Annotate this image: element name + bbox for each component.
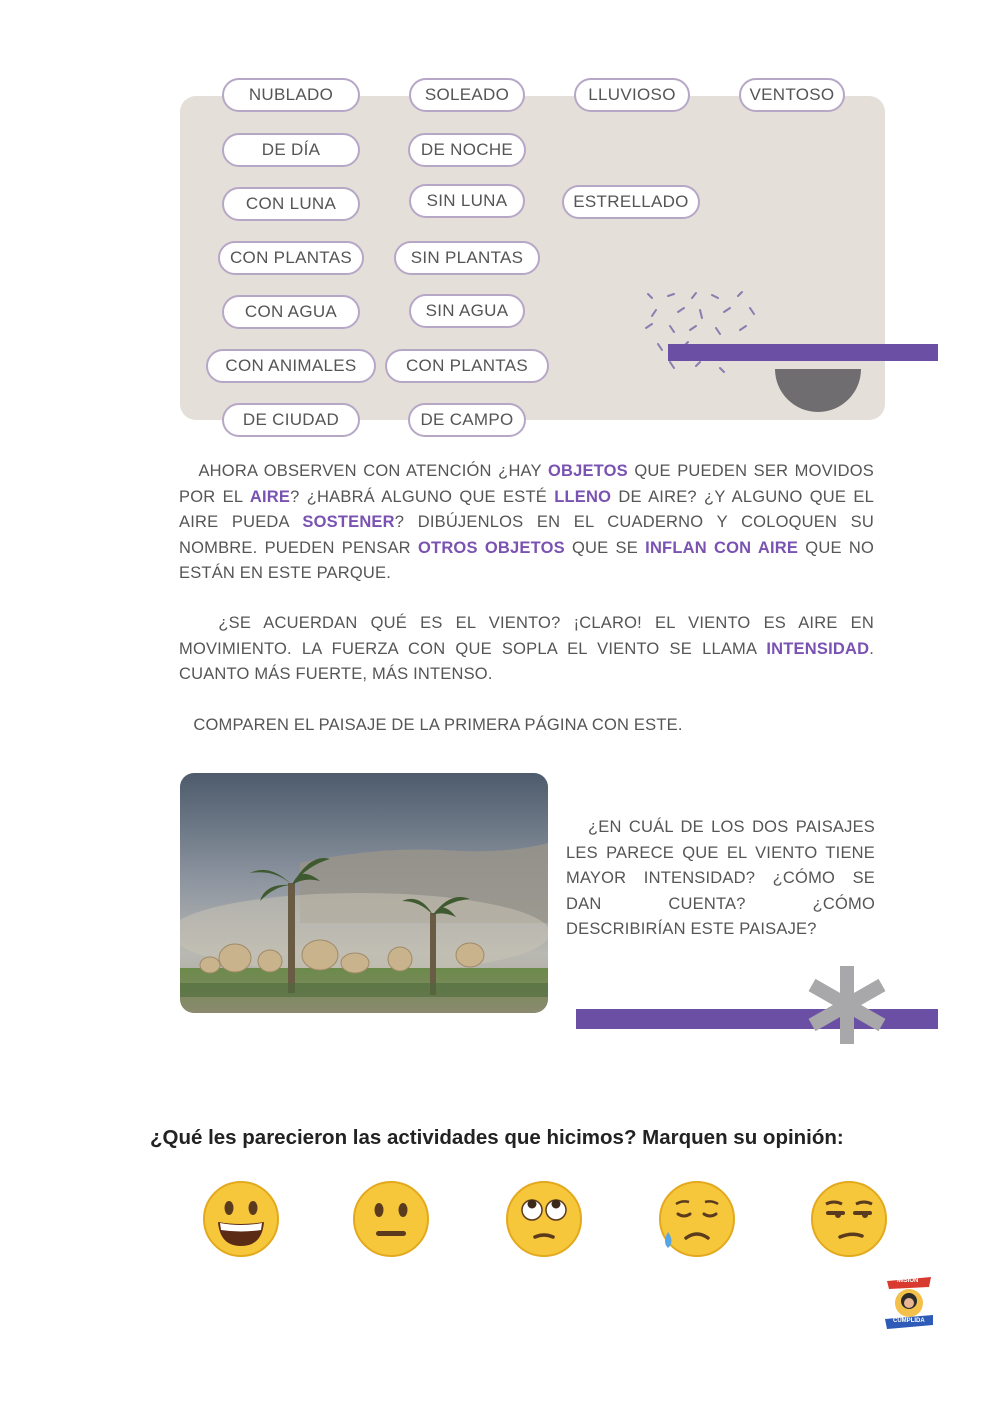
pill-estrellado[interactable]: ESTRELLADO	[562, 185, 700, 219]
unamused-face-icon[interactable]	[810, 1180, 888, 1258]
pill-con-animales[interactable]: CON ANIMALES	[206, 349, 376, 383]
neutral-face-icon[interactable]	[352, 1180, 430, 1258]
paragraph-wind: ¿SE ACUERDAN QUÉ ES EL VIENTO? ¡CLARO! EL VIENTO ES AIRE EN MOVIMIENTO. LA FUERZA CON QUE SOPLA EL VIENTO SE LLAMA INTENSIDAD. CUANTO MÁS FUERTE, MÁS INTENSO.	[179, 614, 874, 683]
decorative-dashes	[640, 290, 765, 375]
grinning-face-icon[interactable]	[202, 1180, 280, 1258]
pill-sin-luna[interactable]: SIN LUNA	[409, 184, 525, 218]
pill-con-agua[interactable]: CON AGUA	[222, 295, 360, 329]
pill-sin-agua[interactable]: SIN AGUA	[409, 294, 525, 328]
pill-lluvioso[interactable]: LLUVIOSO	[574, 78, 690, 112]
paragraph-side-question: ¿EN CUÁL DE LOS DOS PAISAJES LES PARECE QUE EL VIENTO TIENE MAYOR INTENSIDAD? ¿CÓMO SE DAN CUENTA? ¿CÓMO DESCRIBIRÍAN ESTE PAISAJE?	[566, 818, 875, 938]
badge-top-text: MISIÓN	[897, 1278, 919, 1284]
asterisk-icon	[806, 964, 888, 1046]
badge-bottom-text: CUMPLIDA	[893, 1318, 925, 1324]
pill-con-luna[interactable]: CON LUNA	[222, 187, 360, 221]
face-with-rolling-eyes-icon[interactable]	[505, 1180, 583, 1258]
pill-de-noche[interactable]: DE NOCHE	[408, 133, 526, 167]
pill-de-campo[interactable]: DE CAMPO	[408, 403, 526, 437]
pill-de-dia[interactable]: DE DÍA	[222, 133, 360, 167]
pill-sin-plantas[interactable]: SIN PLANTAS	[394, 241, 540, 275]
paragraph-objects: AHORA OBSERVEN CON ATENCIÓN ¿HAY OBJETOS QUE PUEDEN SER MOVIDOS POR EL AIRE? ¿HABRÁ ALGUNO QUE ESTÉ LLENO DE AIRE? ¿Y ALGUNO QUE EL AIRE PUEDA SOSTENER? DIBÚJENLOS EN EL CUADERNO Y COLOQUEN SU NOMBRE. PUEDEN PENSAR OTROS OBJETOS QUE SE INFLAN CON AIRE QUE NO ESTÁN EN ESTE PARQUE.	[179, 462, 875, 582]
pill-nublado[interactable]: NUBLADO	[222, 78, 360, 112]
pill-de-ciudad[interactable]: DE CIUDAD	[222, 403, 360, 437]
sad-but-relieved-face-icon[interactable]	[658, 1180, 736, 1258]
pill-con-plantas[interactable]: CON PLANTAS	[218, 241, 364, 275]
pill-ventoso[interactable]: VENTOSO	[739, 78, 845, 112]
opinion-question: ¿Qué les parecieron las actividades que hicimos? Marquen su opinión:	[150, 1126, 844, 1149]
pill-con-plantas-2[interactable]: CON PLANTAS	[385, 349, 549, 383]
accent-bar-top	[668, 344, 938, 361]
paragraph-compare: COMPAREN EL PAISAJE DE LA PRIMERA PÁGINA CON ESTE.	[193, 716, 683, 734]
mision-cumplida-badge	[883, 1275, 935, 1331]
windy-landscape-photo	[180, 773, 548, 1013]
pill-soleado[interactable]: SOLEADO	[409, 78, 525, 112]
